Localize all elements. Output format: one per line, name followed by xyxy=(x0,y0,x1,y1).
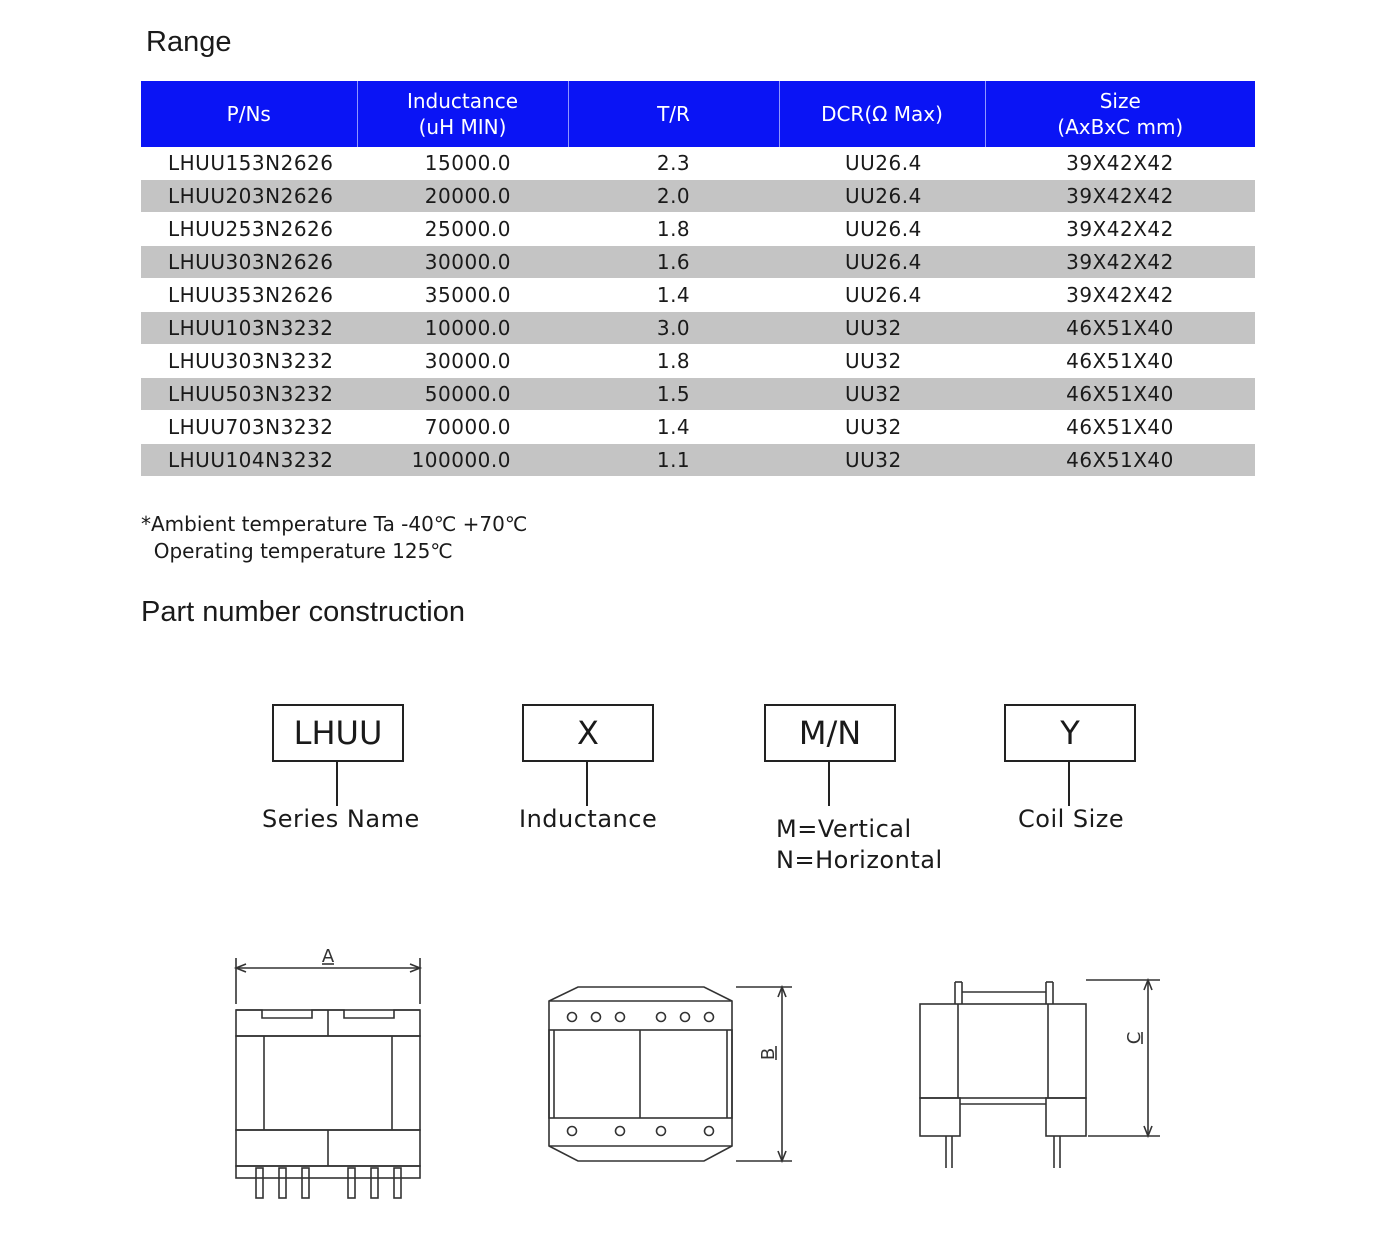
cell-inductance: 50000.0 xyxy=(357,378,568,411)
cell-pn: LHUU353N2626 xyxy=(141,279,357,312)
dimension-c-label: C xyxy=(1124,1031,1145,1045)
cell-dcr: UU26.4 xyxy=(779,279,985,312)
table-row xyxy=(141,444,1255,477)
table-row xyxy=(141,213,1255,246)
cell-dcr: UU32 xyxy=(779,411,985,444)
pn-box-series: LHUU xyxy=(272,704,404,762)
pn-connector xyxy=(586,760,588,806)
front-view-drawing xyxy=(236,958,420,1198)
cell-inductance: 15000.0 xyxy=(357,147,568,180)
cell-dcr: UU32 xyxy=(779,378,985,411)
pn-label-inductance: Inductance xyxy=(519,805,658,833)
cell-size: 39X42X42 xyxy=(985,147,1255,180)
cell-tr: 2.3 xyxy=(568,147,779,180)
header-tr: T/R xyxy=(568,81,779,147)
cell-dcr: UU26.4 xyxy=(779,147,985,180)
cell-pn: LHUU153N2626 xyxy=(141,147,357,180)
header-dcr: DCR(Ω Max) xyxy=(779,81,985,147)
cell-dcr: UU26.4 xyxy=(779,213,985,246)
table-row xyxy=(141,279,1255,312)
cell-inductance: 30000.0 xyxy=(357,246,568,279)
cell-inductance: 35000.0 xyxy=(357,279,568,312)
cell-size: 39X42X42 xyxy=(985,246,1255,279)
cell-tr: 1.1 xyxy=(568,444,779,477)
table-row xyxy=(141,411,1255,444)
pn-box-coil-size: Y xyxy=(1004,704,1136,762)
pn-label-series: Series Name xyxy=(262,805,420,833)
cell-tr: 1.6 xyxy=(568,246,779,279)
cell-pn: LHUU703N3232 xyxy=(141,411,357,444)
range-table xyxy=(141,81,1255,477)
cell-pn: LHUU303N3232 xyxy=(141,345,357,378)
cell-pn: LHUU203N2626 xyxy=(141,180,357,213)
pn-connector xyxy=(336,760,338,806)
dimension-drawings xyxy=(0,930,1400,1220)
cell-inductance: 30000.0 xyxy=(357,345,568,378)
cell-tr: 2.0 xyxy=(568,180,779,213)
pn-label-coil-size: Coil Size xyxy=(1018,805,1125,833)
cell-inductance: 20000.0 xyxy=(357,180,568,213)
cell-tr: 3.0 xyxy=(568,312,779,345)
header-inductance: Inductance (uH MIN) xyxy=(357,81,568,147)
cell-size: 46X51X40 xyxy=(985,378,1255,411)
table-row xyxy=(141,180,1255,213)
temperature-note xyxy=(141,511,527,565)
cell-pn: LHUU253N2626 xyxy=(141,213,357,246)
cell-pn: LHUU303N2626 xyxy=(141,246,357,279)
header-pns: P/Ns xyxy=(141,81,357,147)
table-row xyxy=(141,246,1255,279)
cell-size: 46X51X40 xyxy=(985,444,1255,477)
cell-tr: 1.8 xyxy=(568,345,779,378)
cell-inductance: 10000.0 xyxy=(357,312,568,345)
note-operating: Operating temperature 125℃ xyxy=(141,539,453,563)
cell-pn: LHUU503N3232 xyxy=(141,378,357,411)
cell-size: 46X51X40 xyxy=(985,312,1255,345)
cell-inductance: 70000.0 xyxy=(357,411,568,444)
table-row xyxy=(141,378,1255,411)
cell-pn: LHUU103N3232 xyxy=(141,312,357,345)
pn-connector xyxy=(828,760,830,806)
cell-inductance: 25000.0 xyxy=(357,213,568,246)
pn-label-orientation: M=Vertical N=Horizontal xyxy=(776,815,943,874)
cell-tr: 1.4 xyxy=(568,279,779,312)
header-size: Size (AxBxC mm) xyxy=(985,81,1255,147)
table-row xyxy=(141,312,1255,345)
pn-box-orientation: M/N xyxy=(764,704,896,762)
cell-size: 39X42X42 xyxy=(985,180,1255,213)
cell-size: 39X42X42 xyxy=(985,279,1255,312)
cell-dcr: UU26.4 xyxy=(779,246,985,279)
cell-size: 46X51X40 xyxy=(985,411,1255,444)
cell-tr: 1.4 xyxy=(568,411,779,444)
table-header-row xyxy=(141,81,1255,147)
dimension-b-label: B xyxy=(758,1047,779,1061)
top-view-drawing xyxy=(549,987,792,1161)
cell-size: 39X42X42 xyxy=(985,213,1255,246)
dimension-a-label: A xyxy=(321,946,335,967)
cell-tr: 1.8 xyxy=(568,213,779,246)
cell-pn: LHUU104N3232 xyxy=(141,444,357,477)
cell-dcr: UU32 xyxy=(779,444,985,477)
cell-inductance: 100000.0 xyxy=(357,444,568,477)
table-row xyxy=(141,147,1255,180)
note-ambient: *Ambient temperature Ta -40℃ +70℃ xyxy=(141,512,528,536)
construction-title: Part number construction xyxy=(141,596,465,628)
side-view-drawing xyxy=(920,980,1160,1168)
cell-dcr: UU32 xyxy=(779,345,985,378)
table-row xyxy=(141,345,1255,378)
cell-tr: 1.5 xyxy=(568,378,779,411)
pn-connector xyxy=(1068,760,1070,806)
pn-box-inductance: X xyxy=(522,704,654,762)
cell-size: 46X51X40 xyxy=(985,345,1255,378)
cell-dcr: UU26.4 xyxy=(779,180,985,213)
cell-dcr: UU32 xyxy=(779,312,985,345)
range-title: Range xyxy=(146,26,232,58)
